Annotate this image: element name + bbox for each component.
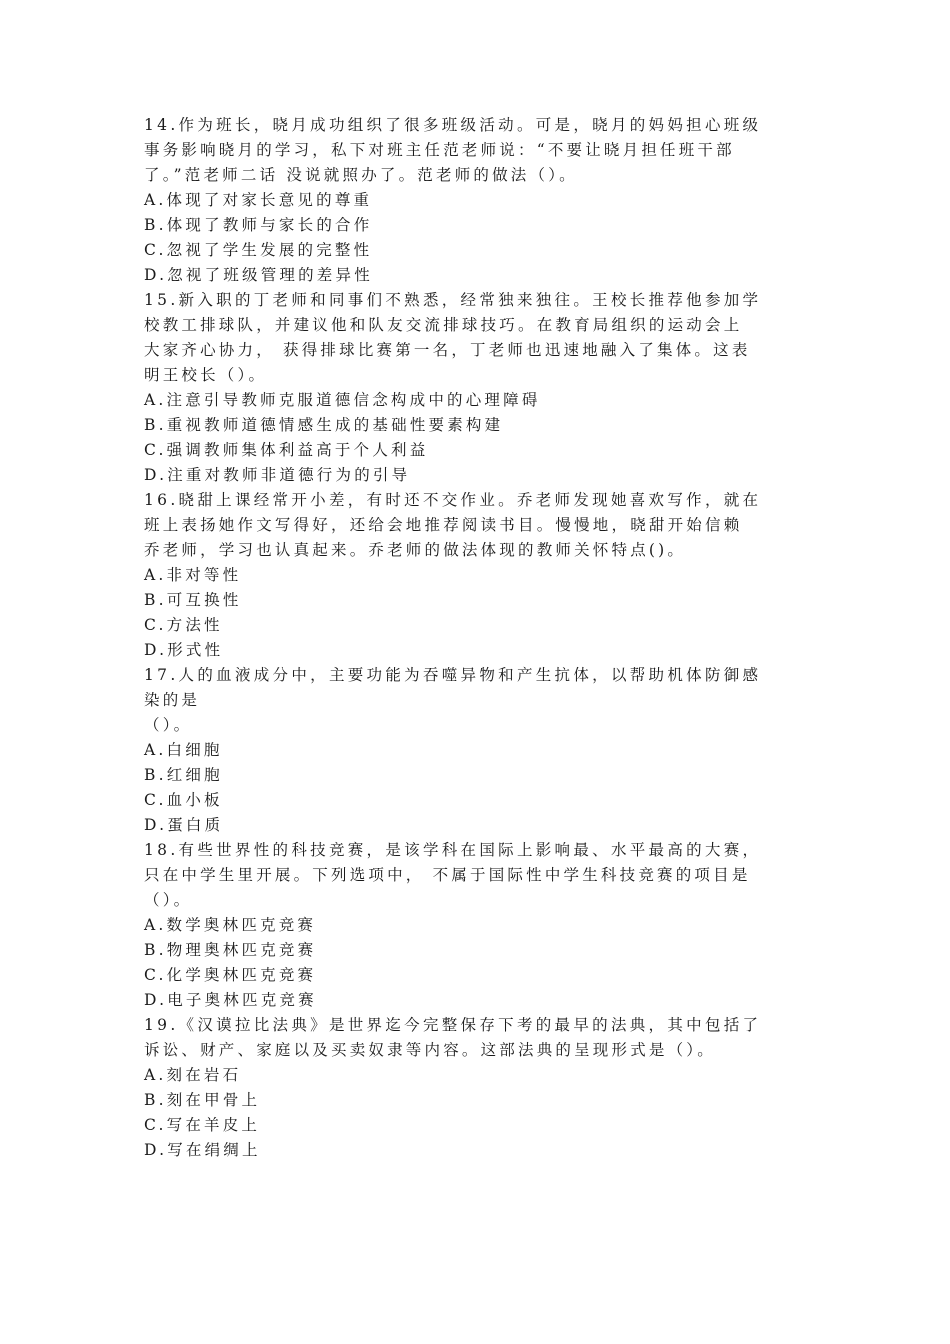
question-stem-line: 乔老师，学习也认真起来。乔老师的做法体现的教师关怀特点()。 (144, 541, 687, 559)
question-stem-line: 事务影响晓月的学习，私下对班主任范老师说：“不要让晓月担任班干部 (144, 141, 735, 159)
document-page (144, 113, 806, 1163)
question-stem-line: 18.有些世界性的科技竞赛，是该学科在国际上影响最、水平最高的大赛， (144, 841, 762, 859)
question-stem-line: 14.作为班长，晓月成功组织了很多班级活动。可是，晓月的妈妈担心班级 (144, 116, 762, 134)
question-15 (144, 288, 806, 488)
option-d: D.注重对教师非道德行为的引导 (144, 466, 411, 484)
option-b: B.刻在甲骨上 (144, 1091, 261, 1109)
question-stem-line: 15.新入职的丁老师和同事们不熟悉，经常独来独往。王校长推荐他参加学 (144, 291, 762, 309)
question-stem-line: 19.《汉谟拉比法典》是世界迄今完整保存下考的最早的法典，其中包括了 (144, 1016, 762, 1034)
option-c: C.血小板 (144, 791, 223, 809)
option-c: C.忽视了学生发展的完整性 (144, 241, 373, 259)
question-16 (144, 488, 806, 663)
option-a: A.非对等性 (144, 566, 242, 584)
question-stem-line: （）。 (144, 716, 193, 734)
option-d: D.忽视了班级管理的差异性 (144, 266, 373, 284)
question-stem-line: 只在中学生里开展。下列选项中， 不属于国际性中学生科技竞赛的项目是 (144, 866, 751, 884)
question-stem-line: 染的是 (144, 691, 201, 709)
option-d: D.电子奥林匹克竞赛 (144, 991, 317, 1009)
question-17 (144, 663, 806, 838)
question-stem-line: 大家齐心协力， 获得排球比赛第一名，丁老师也迅速地融入了集体。这表 (144, 341, 751, 359)
option-a: A.注意引导教师克服道德信念构成中的心理障碍 (144, 391, 541, 409)
question-stem-line: 明王校长（）。 (144, 366, 268, 384)
question-19 (144, 1013, 806, 1163)
question-stem-line: 诉讼、财产、家庭以及买卖奴隶等内容。这部法典的呈现形式是（）。 (144, 1041, 716, 1059)
option-d: D.蛋白质 (144, 816, 224, 834)
option-c: C.化学奥林匹克竞赛 (144, 966, 317, 984)
option-a: A.体现了对家长意见的尊重 (144, 191, 373, 209)
option-b: B.红细胞 (144, 766, 223, 784)
option-c: C.强调教师集体利益高于个人利益 (144, 441, 429, 459)
option-a: A.数学奥林匹克竞赛 (144, 916, 317, 934)
option-d: D.写在绢绸上 (144, 1141, 261, 1159)
option-b: B.物理奥林匹克竞赛 (144, 941, 317, 959)
question-18 (144, 838, 806, 1013)
option-b: B.重视教师道德情感生成的基础性要素构建 (144, 416, 504, 434)
option-d: D.形式性 (144, 641, 224, 659)
option-b: B.体现了教师与家长的合作 (144, 216, 373, 234)
option-c: C.写在羊皮上 (144, 1116, 261, 1134)
question-stem-line: 16.晓甜上课经常开小差，有时还不交作业。乔老师发现她喜欢写作，就在 (144, 491, 762, 509)
question-14 (144, 113, 806, 288)
question-stem-line: （）。 (144, 891, 193, 909)
option-c: C.方法性 (144, 616, 223, 634)
question-stem-line: 了。”范老师二话 没说就照办了。范老师的做法（）。 (144, 166, 578, 184)
option-b: B.可互换性 (144, 591, 242, 609)
option-a: A.刻在岩石 (144, 1066, 242, 1084)
question-stem-line: 班上表扬她作文写得好，还给会地推荐阅读书目。慢慢地，晓甜开始信赖 (144, 516, 743, 534)
question-stem-line: 17.人的血液成分中，主要功能为吞噬异物和产生抗体，以帮助机体防御感 (144, 666, 762, 684)
question-stem-line: 校教工排球队，并建议他和队友交流排球技巧。在教育局组织的运动会上 (144, 316, 743, 334)
option-a: A.白细胞 (144, 741, 223, 759)
